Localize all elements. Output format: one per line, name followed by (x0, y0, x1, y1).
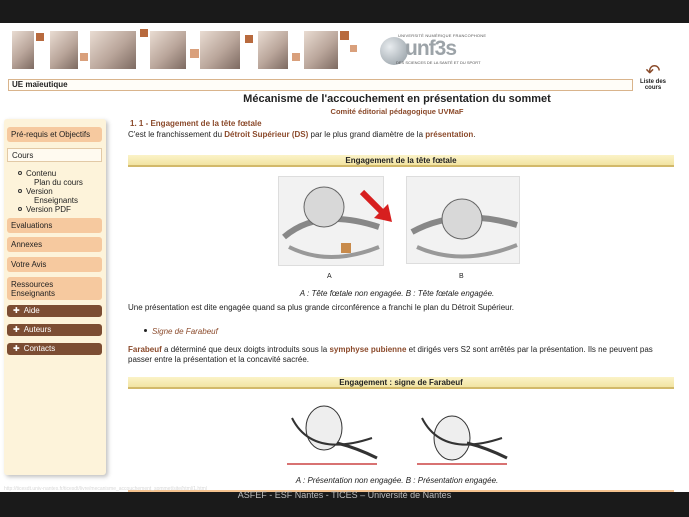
banner-square (340, 31, 349, 40)
nav-sub-label: Version PDF (26, 205, 71, 214)
nav-prerequis[interactable]: Pré-requis et Objectifs (7, 127, 102, 142)
intro-highlight: Détroit Supérieur (DS) (224, 130, 309, 139)
intro-paragraph (128, 130, 476, 140)
page-subtitle: Comité éditorial pédagogique UVMaF (330, 107, 464, 116)
farabeuf-text: a déterminé que deux doigts introduits sous la (164, 345, 328, 354)
bullet-icon (18, 207, 22, 211)
farabeuf-text: passer entre la présentation et la concavité sacrée. (128, 355, 309, 364)
section-band-farabeuf: Engagement : signe de Farabeuf (128, 377, 674, 389)
nav-contacts[interactable] (7, 343, 102, 355)
banner-photo (258, 31, 288, 69)
banner-photo (304, 31, 338, 69)
plus-icon: ✚ (13, 344, 20, 353)
nav-sub-label: Version (26, 187, 53, 196)
intro-text: par le plus grand diamètre de la (310, 130, 424, 139)
liste-des-cours-label: Liste des cours (639, 79, 666, 91)
farabeuf-highlight: symphyse pubienne (329, 345, 407, 354)
nav-aide-label: Aide (23, 306, 40, 315)
browser-status-url: http://ticesdt.univ-nantes.fr/ticesdt/livre/mecanisme_accouchement_sommet/site/html/1.html (4, 486, 207, 492)
plus-icon: ✚ (13, 325, 20, 334)
bullet-farabeuf (144, 327, 218, 336)
nav-sub-enseignants[interactable]: Enseignants (34, 196, 79, 205)
nav-aide[interactable] (7, 305, 102, 317)
nav-annexes[interactable]: Annexes (7, 237, 102, 252)
red-arrow-icon (358, 188, 398, 228)
figure-caption-1: A : Tête fœtale non engagée. B : Tête fœtale engagée. (299, 289, 495, 298)
nav-auteurs[interactable] (7, 324, 102, 336)
banner-photo (12, 31, 34, 69)
figure-farabeuf-b (412, 398, 512, 470)
main-content (110, 93, 684, 492)
page-title: Mécanisme de l'accouchement en présentation du sommet (243, 93, 551, 105)
hand-exam-illustration (412, 398, 512, 470)
farabeuf-paragraph (128, 345, 676, 365)
section-band-engagement: Engagement de la tête fœtale (128, 155, 674, 167)
nav-ressources-enseignants[interactable]: Ressources Enseignants (7, 277, 102, 300)
figure-label-b: B (459, 273, 464, 280)
bullet-icon (18, 189, 22, 193)
slide-credits: ASFEF - ESF Nantes - TICES – Université de Nantes (237, 490, 452, 500)
course-title-bar: UE maïeutique (8, 79, 633, 91)
banner-square (190, 49, 199, 58)
nav-sub-plan[interactable]: Plan du cours (34, 178, 83, 187)
return-arrow-icon: ↶ (645, 61, 661, 81)
nav-sub-contenu[interactable] (18, 169, 56, 178)
figure-label-a: A (327, 273, 332, 280)
figure-farabeuf-a (282, 398, 382, 470)
banner-square (80, 53, 88, 61)
nav-sub-label: Contenu (26, 169, 57, 178)
liste-des-cours-button[interactable] (636, 63, 670, 95)
intro-text: C'est le franchissement du (128, 130, 223, 139)
intro-text: . (473, 130, 476, 139)
farabeuf-highlight: Farabeuf (128, 345, 162, 354)
slide (0, 23, 689, 492)
nav-sub-version-enseignants[interactable] (18, 187, 53, 196)
figure-tete-engagee (406, 176, 520, 264)
section-heading: 1. 1 - Engagement de la tête fœtale (130, 119, 262, 128)
banner-square (36, 33, 44, 41)
banner-photo (150, 31, 186, 69)
figure-caption-2: A : Présentation non engagée. B : Présentation engagée. (295, 476, 499, 485)
banner-square (245, 35, 253, 43)
intro-highlight: présentation (425, 130, 474, 139)
pelvis-illustration (407, 177, 520, 264)
bullet-dot (144, 329, 147, 332)
nav-evaluations[interactable]: Evaluations (7, 218, 102, 233)
sidebar (4, 119, 106, 475)
unf3s-logo-text: unf3s (405, 37, 457, 60)
nav-cours[interactable]: Cours (7, 148, 102, 162)
nav-auteurs-label: Auteurs (23, 325, 52, 334)
hand-exam-illustration (282, 398, 382, 470)
bullet-label: Signe de Farabeuf (152, 327, 218, 336)
plus-icon: ✚ (13, 306, 20, 315)
bullet-icon (18, 171, 22, 175)
nav-contacts-label: Contacts (23, 344, 56, 353)
banner-square (350, 45, 357, 52)
banner-photo (90, 31, 136, 69)
farabeuf-text: et dirigés vers S2 sont arrêtés par la présentation. Ils ne peuvent pas (408, 345, 653, 354)
engagement-definition: Une présentation est dite engagée quand sa plus grande circonférence a franchi le plan du Détroit Supérieur. (128, 303, 515, 312)
banner-square (292, 53, 300, 61)
banner-photo (200, 31, 240, 69)
banner-square (140, 29, 148, 37)
banner-photo (50, 31, 78, 69)
logo-subtitle: DES SCIENCES DE LA SANTÉ ET DU SPORT (396, 60, 481, 65)
nav-votre-avis[interactable]: Votre Avis (7, 257, 102, 272)
logo-university-line: UNIVERSITÉ NUMÉRIQUE FRANCOPHONE (398, 33, 487, 38)
nav-sub-version-pdf[interactable] (18, 205, 71, 214)
